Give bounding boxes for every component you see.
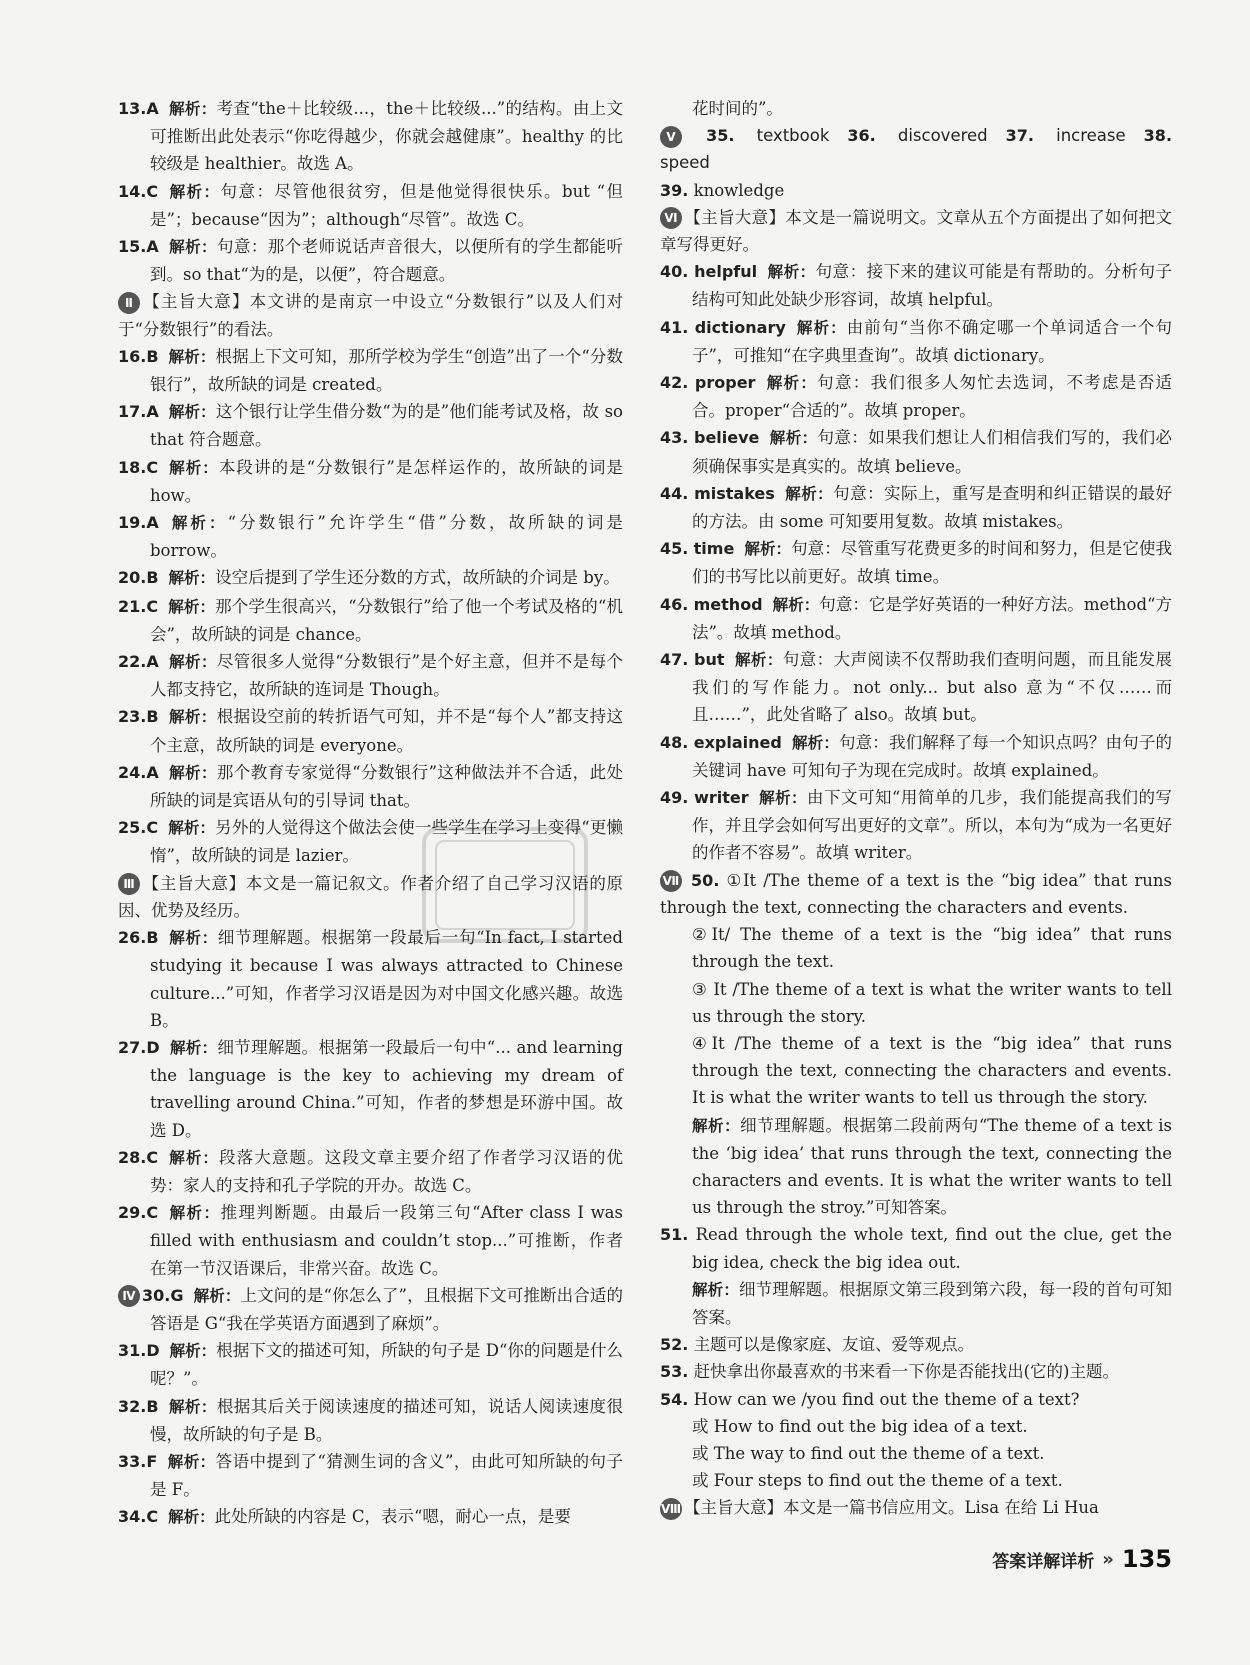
fill-row-35-38	[660, 122, 1172, 176]
question-number: 43.	[660, 428, 689, 448]
summary-text: 【主旨大意】本文是一篇书信应用文。Lisa 在给 Li Hua	[684, 1498, 1099, 1518]
answer-letter: A	[146, 652, 159, 672]
jiexi-label: 解析：	[744, 540, 792, 559]
question-50	[660, 867, 1172, 921]
answer-entry	[118, 509, 623, 564]
section-badge: Ⅳ	[118, 1285, 140, 1307]
question-number: 26.	[118, 928, 147, 948]
jiexi-label: 解析：	[784, 484, 834, 503]
explanation-text: 根据下文的描述可知，所缺的句子是 D“你的问题是什么呢？”。	[150, 1341, 623, 1389]
explanation-text: 答语中提到了“猜测生词的含义”，由此可知所缺的句子是 F。	[150, 1451, 623, 1500]
jiexi-label: 解析：	[168, 1397, 217, 1416]
question-number: 18.	[118, 457, 147, 477]
right-column	[660, 95, 1172, 1522]
explanation-text: 考查“the＋比较级...，the＋比较级...”的结构。由上文可推断出此处表示“你吃得越少，你就会越健康”。healthy 的比较级是 healthier。故选 A。	[150, 99, 623, 174]
jiexi-label: 解析：	[167, 1452, 216, 1471]
answer-word: proper	[694, 373, 756, 393]
jiexi-label: 解析：	[168, 347, 216, 366]
jiexi-label: 解析：	[734, 651, 783, 670]
question-number: 45.	[660, 539, 689, 559]
question-number: 22.	[118, 652, 147, 672]
question-number: 32.	[118, 1396, 147, 1416]
answer-letter: C	[146, 1203, 159, 1223]
answer-entry	[118, 1393, 623, 1448]
answer-word: method	[693, 594, 763, 614]
question-number: 33.	[118, 1451, 147, 1471]
section-badge: Ⅵ	[660, 207, 682, 229]
answer-letter: C	[146, 596, 159, 616]
jiexi-label: 解析：	[168, 1148, 220, 1167]
jiexi-label: 解析：	[168, 1204, 221, 1223]
question-number: 15.	[118, 237, 147, 257]
answer-letter: A	[146, 513, 159, 533]
explanation-text: 句意：尽管他很贫穷，但是他觉得很快乐。but “但是”；because“因为”；although“尽管”。故选 C。	[150, 181, 623, 229]
question-51	[660, 1221, 1172, 1275]
question-number: 20.	[118, 568, 147, 588]
jiexi-label: 解析：	[168, 238, 217, 257]
question-number: 39.	[660, 180, 689, 200]
question-number: 36.	[847, 126, 876, 146]
jiexi-label: 解析：	[765, 374, 818, 393]
section-badge: Ⅶ	[660, 870, 682, 892]
answer-entry	[660, 729, 1172, 784]
jiexi-label: 解析：	[772, 595, 820, 614]
answer-text: 赶快拿出你最喜欢的书来看一下你是否能找出(它的)主题。	[693, 1362, 1119, 1382]
question-number: 25.	[118, 818, 147, 838]
answer-word: helpful	[694, 262, 758, 282]
jiexi-label: 解析：	[193, 1286, 241, 1305]
answer-entry	[118, 1503, 623, 1531]
question-number: 44.	[660, 483, 689, 503]
answer-entry	[118, 288, 623, 342]
question-number: 46.	[660, 594, 689, 614]
question-number: 35.	[706, 126, 735, 146]
section-summary	[660, 1494, 1172, 1521]
explanation-text: 那个教育专家觉得“分数银行”这种做法并不合适，此处所缺的词是宾语从句的引导词 that。	[150, 762, 623, 811]
answer-entry	[660, 535, 1172, 590]
answer-alt: 或 How to find out the big idea of a text.	[692, 1416, 1028, 1436]
question-number: 51.	[660, 1225, 689, 1245]
footer-label: 答案详解详析	[992, 1551, 1095, 1572]
answer-word: writer	[694, 788, 749, 808]
answer-letter: C	[146, 181, 159, 201]
answer-word: speed	[660, 153, 710, 173]
answer-entry	[660, 258, 1172, 313]
question-number: 34.	[118, 1507, 147, 1527]
question-number: 29.	[118, 1203, 147, 1223]
answer-entry	[118, 759, 623, 814]
explanation-text: 句意：那个老师说话声音很大，以便所有的学生都能听到。so that“为的是，以便”，符合题意。	[150, 237, 623, 285]
answer-entry	[118, 1337, 623, 1392]
explanation-text: 根据其后关于阅读速度的描述可知，说话人阅读速度很慢，故所缺的句子是 B。	[150, 1396, 623, 1444]
explanation-text: 上文问的是“你怎么了”，且根据下文可推断出合适的答语是 G“我在学英语方面遇到了麻烦”。	[150, 1285, 623, 1333]
explanation-text: 句意：实际上，重写是查明和纠正错误的最好的方法。由 some 可知要用复数。故填 mistakes。	[692, 483, 1173, 532]
question-number: 14.	[118, 181, 147, 201]
explanation-text: 细节理解题。根据第一段最后一句“In fact, I started studying it because I was always attracted to Chinese culture...”可知，作者学习汉语是因为对中国文化感兴趣。故选 B。	[150, 928, 623, 1030]
answer-entry	[660, 369, 1172, 424]
left-column	[118, 95, 623, 1532]
jiexi-label: 解析：	[168, 929, 218, 948]
answer-letter: F	[146, 1451, 158, 1471]
answer-letter: C	[146, 457, 159, 477]
fill-item	[847, 126, 987, 145]
answer-entry	[118, 178, 623, 233]
answer-entry	[118, 95, 623, 178]
answer-letter: B	[146, 346, 159, 366]
section-badge: Ⅲ	[118, 873, 140, 895]
question-number: 21.	[118, 596, 147, 616]
jiexi-label: 解析：	[168, 653, 217, 672]
question-number: 24.	[118, 762, 147, 782]
answer-letter: C	[146, 818, 159, 838]
question-54	[660, 1386, 1172, 1413]
answer-entry	[660, 784, 1172, 867]
explanation-text: 由下文可知“用简单的几步，我们能提高我们的写作，并且学会如何写出更好的文章”。所以，本句为“成为一名更好的作者不容易”。故填 writer。	[692, 788, 1173, 863]
question-number: 17.	[118, 402, 147, 422]
jiexi-label: 解析：	[769, 429, 818, 448]
explanation-text: 此处所缺的内容是 C，表示“嗯，耐心一点，是要	[214, 1507, 571, 1527]
option-text: ①It /The theme of a text is the “big idea” that runs through the text, connecting the characters and events.	[660, 870, 1173, 917]
explanation-text: 句意：尽管重写花费更多的时间和努力，但是它使我们的书写比以前更好。故填 time。	[692, 539, 1172, 587]
answer-entry	[660, 480, 1172, 535]
explanation-text: 那个学生很高兴，“分数银行”给了他一个考试及格的“机会”，故所缺的词是 chance。	[150, 596, 623, 644]
explanation-text: 段落大意题。这段文章主要介绍了作者学习汉语的优势：家人的支持和孔子学院的开办。故选 C。	[150, 1147, 623, 1195]
question-number: 50.	[691, 870, 720, 890]
answer-word: discovered	[897, 126, 988, 146]
answer-entry	[118, 1282, 623, 1337]
answer-entry	[118, 593, 623, 648]
section-badge: Ⅷ	[660, 1498, 682, 1520]
double-chevron-icon: »	[1102, 1548, 1114, 1570]
option-line: ③ It /The theme of a text is what the writer wants to tell us through the story.	[692, 979, 1172, 1026]
jiexi-label: 解析：	[169, 1342, 217, 1361]
jiexi-label: 解析：	[692, 1280, 739, 1299]
answer-letter: B	[146, 1396, 159, 1416]
explanation-text: 这个银行让学生借分数“为的是”他们能考试及格，故 so that 符合题意。	[150, 402, 623, 450]
answer-entry	[118, 343, 623, 398]
fill-39	[660, 177, 1172, 204]
section-summary	[660, 204, 1172, 258]
jiexi-label: 解析：	[168, 1508, 215, 1527]
answer-word: dictionary	[694, 317, 786, 337]
question-number: 54.	[660, 1389, 689, 1409]
summary-text: 【主旨大意】本文讲的是南京一中设立“分数银行”以及人们对于“分数银行”的看法。	[118, 292, 623, 339]
explanation-text: 细节理解题。根据原文第三段到第六段，每一段的首句可知答案。	[692, 1279, 1172, 1327]
answer-letter: D	[146, 1037, 160, 1057]
answer-word: time	[693, 539, 735, 559]
question-53	[660, 1358, 1172, 1385]
answer-word: explained	[693, 732, 782, 752]
jiexi-label: 解析：	[795, 318, 847, 337]
answer-alt: 或 The way to find out the theme of a text.	[692, 1443, 1045, 1463]
answer-entry	[660, 646, 1172, 729]
explanation	[660, 1276, 1172, 1331]
answer-entry	[660, 424, 1172, 479]
question-number: 41.	[660, 317, 689, 337]
answer-entry	[118, 233, 623, 288]
explanation-text: 句意：我们很多人匆忙去选词，不考虑是否适合。proper“合适的”。故填 proper。	[692, 373, 1172, 421]
answer-word: mistakes	[694, 483, 775, 503]
answer-letter: B	[146, 568, 159, 588]
question-number: 42.	[660, 373, 689, 393]
jiexi-label: 解析：	[168, 763, 217, 782]
answer-letter: B	[146, 707, 159, 727]
question-number: 28.	[118, 1147, 147, 1167]
jiexi-label: 解析：	[168, 514, 228, 533]
jiexi-label: 解析：	[168, 819, 216, 838]
answer-letter: B	[146, 928, 159, 948]
answer-entry	[118, 564, 623, 592]
answer-alt: 或 Four steps to find out the theme of a text.	[692, 1471, 1063, 1491]
watermark-stamp	[420, 825, 590, 945]
explanation-text: 细节理解题。根据第二段前两句“The theme of a text is the ‘big idea’ that runs through the text, connecting the characters and events. It is what the writer wants to tell us through the stroy.”可知答案。	[692, 1115, 1172, 1218]
question-number: 37.	[1005, 126, 1034, 146]
question-number: 53.	[660, 1362, 689, 1382]
answer-entry	[118, 648, 623, 703]
explanation-text: 由前句“当你不确定哪一个单词适合一个句子”，可推知“在字典里查询”。故填 dictionary。	[692, 317, 1172, 365]
jiexi-label: 解析：	[692, 1116, 741, 1135]
explanation-text: 根据设空前的转折语气可知，并不是“每个人”都支持这个主意，故所缺的词是 everyone。	[150, 707, 623, 755]
jiexi-label: 解析：	[168, 597, 216, 616]
answer-letter: C	[146, 1147, 159, 1167]
jiexi-label: 解析：	[168, 458, 219, 477]
answer-word: believe	[694, 428, 760, 448]
answer-word: textbook	[756, 126, 830, 146]
answer-entry	[118, 1034, 623, 1144]
answer-letter: G	[170, 1285, 184, 1305]
explanation-text: 设空后提到了学生还分数的方式，故所缺的介词是 by。	[215, 568, 620, 588]
explanation-text: 另外的人觉得这个做法会使一些学生在学习上变得“更懒惰”，故所缺的词是 lazier。	[150, 818, 623, 866]
answer-letter: A	[146, 99, 159, 118]
question-52	[660, 1331, 1172, 1358]
answer-letter: A	[146, 762, 159, 782]
jiexi-label: 解析：	[169, 1038, 218, 1057]
jiexi-label: 解析：	[168, 182, 221, 201]
explanation-text: 尽管很多人觉得“分数银行”是个好主意，但并不是每个人都支持它，故所缺的连词是 Though。	[150, 652, 623, 700]
question-number: 16.	[118, 346, 147, 366]
explanation-text: 句意：接下来的建议可能是有帮助的。分析句子结构可知此处缺少形容词，故填 helpful。	[692, 262, 1172, 310]
explanation-text: 根据上下文可知，那所学校为学生“创造”出了一个“分数银行”，故所缺的词是 created。	[150, 346, 623, 395]
answer-entry	[660, 591, 1172, 646]
section-badge: Ⅱ	[118, 292, 140, 314]
answer-letter: C	[146, 1507, 159, 1527]
answer-word: knowledge	[693, 180, 785, 200]
question-number: 49.	[660, 788, 689, 808]
fill-item	[706, 126, 829, 145]
explanation-text: 句意：我们解释了每一个知识点吗？由句子的关键词 have 可知句子为现在完成时。故填 explained。	[692, 732, 1172, 780]
explanation-text: 句意：如果我们想让人们相信我们写的，我们必须确保事实是真实的。故填 believe。	[692, 428, 1173, 476]
question-number: 48.	[660, 732, 689, 752]
answer-entry	[118, 1144, 623, 1199]
explanation-text: 细节理解题。根据第一段最后一句中“... and learning the language is the key to achieving my dream of travelling around China.”可知，作者的梦想是环游中国。故选 D。	[150, 1037, 623, 1140]
explanation-text: 本段讲的是“分数银行”是怎样运作的，故所缺的词是 how。	[150, 457, 623, 505]
page-footer	[992, 1545, 1172, 1573]
summary-text: 【主旨大意】本文是一篇说明文。文章从五个方面提出了如何把文章写得更好。	[660, 207, 1172, 255]
answer-text: Read through the whole text, find out the clue, get the big idea, check the big idea out.	[692, 1225, 1173, 1272]
answer-text: 主题可以是像家庭、友谊、爱等观点。	[693, 1335, 975, 1355]
question-number: 19.	[118, 513, 147, 533]
question-number: 27.	[118, 1037, 147, 1057]
answer-letter: A	[146, 237, 159, 257]
jiexi-label: 解析：	[767, 263, 816, 282]
jiexi-label: 解析：	[168, 569, 216, 588]
question-number: 47.	[660, 650, 689, 670]
answer-entry	[118, 398, 623, 453]
option-line: ②It/ The theme of a text is the “big idea” that runs through the text.	[692, 925, 1172, 972]
continued-text: 花时间的”。	[692, 99, 783, 118]
answer-entry	[118, 703, 623, 758]
jiexi-label: 解析：	[168, 708, 217, 727]
explanation	[660, 1112, 1172, 1222]
answer-entry	[660, 314, 1172, 369]
jiexi-label: 解析：	[791, 733, 839, 752]
summary-text: 【主旨大意】本文是一篇记叙文。作者介绍了自己学习汉语的原因、优势及经历。	[118, 873, 623, 920]
question-number: 38.	[1143, 126, 1173, 146]
answer-letter: D	[146, 1341, 160, 1361]
question-number: 13.	[118, 99, 147, 118]
answer-letter: A	[146, 402, 159, 422]
jiexi-label: 解析：	[168, 100, 217, 118]
page-number: 135	[1121, 1545, 1172, 1573]
explanation-text: 句意：大声阅读不仅帮助我们查明问题，而且能发展我们的写作能力。not only... but also 意为“不仅……而且……”，此处省略了 also。故填 but。	[692, 650, 1172, 725]
question-number: 23.	[118, 707, 147, 727]
question-number: 31.	[118, 1341, 147, 1361]
answer-entry	[118, 1448, 623, 1503]
option-line: ④It /The theme of a text is the “big idea” that runs through the text, connecting the characters and events. It is what the writer wants to tell us through the story.	[692, 1033, 1172, 1108]
answer-entry	[118, 1199, 623, 1282]
fill-item	[1006, 126, 1126, 145]
explanation-text: “分数银行”允许学生“借”分数，故所缺的词是 borrow。	[150, 513, 623, 561]
answer-word: but	[694, 650, 725, 670]
jiexi-label: 解析：	[168, 403, 216, 422]
question-number: 40.	[660, 262, 689, 282]
question-number: 52.	[660, 1335, 689, 1355]
jiexi-label: 解析：	[758, 789, 808, 808]
answer-entry	[118, 454, 623, 509]
question-number: 30.	[142, 1285, 171, 1305]
explanation-text: 推理判断题。由最后一段第三句“After class I was filled with enthusiasm and couldn’t stop...”可推断，作者在第一节汉语课后，非常兴奋。故选 C。	[150, 1203, 623, 1278]
explanation-text: 句意：它是学好英语的一种好方法。method“方法”。故填 method。	[692, 594, 1172, 642]
answer-text: How can we /you find out the theme of a text?	[693, 1389, 1080, 1409]
section-badge: Ⅴ	[660, 126, 682, 148]
answer-word: increase	[1056, 126, 1126, 146]
